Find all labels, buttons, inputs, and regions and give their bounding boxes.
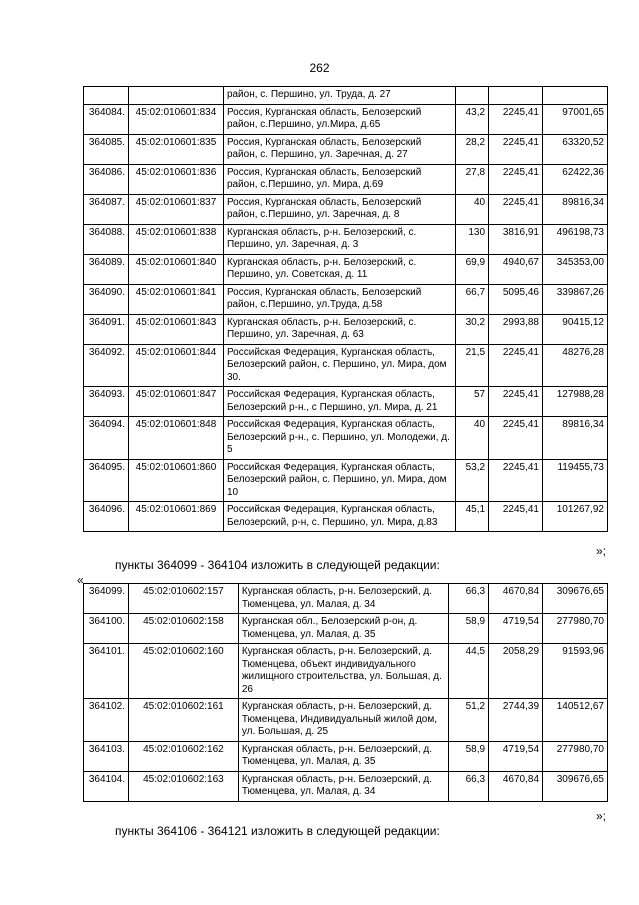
cadastral-number-cell xyxy=(128,87,223,105)
table-row xyxy=(84,741,608,771)
table-row xyxy=(84,344,608,387)
opening-quote-mark: « xyxy=(77,573,84,587)
cadastral-number-cell: 45:02:010602:160 xyxy=(128,644,238,699)
cadastral-number-cell: 45:02:010601:838 xyxy=(128,224,223,254)
cadastral-number-cell: 45:02:010601:843 xyxy=(128,314,223,344)
table-row xyxy=(84,644,608,699)
table-row xyxy=(84,417,608,460)
row-number-cell: 364101. xyxy=(84,644,129,699)
row-number-cell: 364087. xyxy=(84,194,129,224)
cadastral-number-cell: 45:02:010602:161 xyxy=(128,699,238,742)
area-cell: 57 xyxy=(456,387,489,417)
area-cell: 53,2 xyxy=(456,459,489,502)
address-cell: Россия, Курганская область, Белозерский район, с.Першино, ул.Мира, д.65 xyxy=(223,104,455,134)
rate-cell: 2245,41 xyxy=(489,502,543,532)
table-row xyxy=(84,87,608,105)
cadastral-number-cell: 45:02:010602:158 xyxy=(128,614,238,644)
value-cell: 62422,36 xyxy=(543,164,608,194)
row-number-cell: 364095. xyxy=(84,459,129,502)
row-number-cell xyxy=(84,87,129,105)
row-number-cell: 364090. xyxy=(84,284,129,314)
area-cell: 51,2 xyxy=(449,699,489,742)
value-cell: 101267,92 xyxy=(543,502,608,532)
address-cell: Российская Федерация, Курганская область, Белозерский район, с. Першино, ул. Мира, дом 10 xyxy=(223,459,455,502)
value-cell: 496198,73 xyxy=(543,224,608,254)
value-cell: 90415,12 xyxy=(543,314,608,344)
row-number-cell: 364089. xyxy=(84,254,129,284)
closing-quote-mark: »; xyxy=(596,809,607,823)
value-cell: 97001,65 xyxy=(543,104,608,134)
area-cell: 69,9 xyxy=(456,254,489,284)
value-cell: 91593,96 xyxy=(543,644,608,699)
table-row xyxy=(84,164,608,194)
value-cell: 345353,00 xyxy=(543,254,608,284)
cadastral-number-cell: 45:02:010601:841 xyxy=(128,284,223,314)
address-cell: Россия, Курганская область, Белозерский район, с.Першино, ул. Мира, д.69 xyxy=(223,164,455,194)
value-cell: 119455,73 xyxy=(543,459,608,502)
cadastral-number-cell: 45:02:010601:844 xyxy=(128,344,223,387)
cadastral-number-cell: 45:02:010601:847 xyxy=(128,387,223,417)
cadastral-number-cell: 45:02:010602:162 xyxy=(128,741,238,771)
table-row xyxy=(84,314,608,344)
value-cell: 309676,65 xyxy=(543,584,608,614)
rate-cell: 2245,41 xyxy=(489,134,543,164)
table-row xyxy=(84,584,608,614)
area-cell: 40 xyxy=(456,417,489,460)
rate-cell: 2744,39 xyxy=(489,699,543,742)
table-row xyxy=(84,387,608,417)
rate-cell: 2245,41 xyxy=(489,387,543,417)
area-cell: 40 xyxy=(456,194,489,224)
rate-cell: 2245,41 xyxy=(489,104,543,134)
address-cell: Курганская область, р-н. Белозерский, д. Тюменцева, ул. Малая, д. 34 xyxy=(238,584,448,614)
address-cell: Российская Федерация, Курганская область, Белозерский р-н., с Першино, ул. Мира, д. 21 xyxy=(223,387,455,417)
row-number-cell: 364093. xyxy=(84,387,129,417)
address-cell: Российская Федерация, Курганская область, Белозерский р-н., с. Першино, ул. Молодежи, д. 5 xyxy=(223,417,455,460)
rate-cell: 2245,41 xyxy=(489,417,543,460)
cadastral-number-cell: 45:02:010601:837 xyxy=(128,194,223,224)
value-cell: 48276,28 xyxy=(543,344,608,387)
value-cell xyxy=(543,87,608,105)
value-cell: 89816,34 xyxy=(543,417,608,460)
area-cell: 130 xyxy=(456,224,489,254)
instruction-text: пункты 364106 - 364121 изложить в следующей редакции: xyxy=(115,824,440,838)
cadastral-number-cell: 45:02:010601:835 xyxy=(128,134,223,164)
area-cell: 30,2 xyxy=(456,314,489,344)
row-number-cell: 364084. xyxy=(84,104,129,134)
row-number-cell: 364100. xyxy=(84,614,129,644)
row-number-cell: 364086. xyxy=(84,164,129,194)
area-cell: 66,7 xyxy=(456,284,489,314)
area-cell: 45,1 xyxy=(456,502,489,532)
area-cell: 66,3 xyxy=(449,771,489,801)
row-number-cell: 364085. xyxy=(84,134,129,164)
address-cell: Российская Федерация, Курганская область, Белозерский район, с. Першино, ул. Мира, дом 30. xyxy=(223,344,455,387)
area-cell: 58,9 xyxy=(449,614,489,644)
row-number-cell: 364103. xyxy=(84,741,129,771)
area-cell: 27,8 xyxy=(456,164,489,194)
table-row xyxy=(84,284,608,314)
address-cell: Российская Федерация, Курганская область, Белозерский, р-н, с. Першино, ул. Мира, д.83 xyxy=(223,502,455,532)
rate-cell: 2245,41 xyxy=(489,194,543,224)
rate-cell: 4940,67 xyxy=(489,254,543,284)
cadastral-number-cell: 45:02:010601:848 xyxy=(128,417,223,460)
row-number-cell: 364099. xyxy=(84,584,129,614)
rate-cell: 2245,41 xyxy=(489,459,543,502)
value-cell: 140512,67 xyxy=(543,699,608,742)
cadastral-number-cell: 45:02:010602:163 xyxy=(128,771,238,801)
property-table-1 xyxy=(83,86,608,532)
table-row xyxy=(84,224,608,254)
area-cell xyxy=(456,87,489,105)
address-cell: Курганская область, р-н. Белозерский, д. Тюменцева, ул. Малая, д. 34 xyxy=(238,771,448,801)
row-number-cell: 364091. xyxy=(84,314,129,344)
row-number-cell: 364096. xyxy=(84,502,129,532)
value-cell: 277980,70 xyxy=(543,614,608,644)
area-cell: 58,9 xyxy=(449,741,489,771)
area-cell: 66,3 xyxy=(449,584,489,614)
address-cell: Курганская область, р-н. Белозерский, д. Тюменцева, объект индивидуального жилищного строительства, ул. Большая, д. 26 xyxy=(238,644,448,699)
address-cell: Россия, Курганская область, Белозерский район, с.Першино, ул. Заречная, д. 8 xyxy=(223,194,455,224)
cadastral-number-cell: 45:02:010601:836 xyxy=(128,164,223,194)
rate-cell: 4719,54 xyxy=(489,741,543,771)
row-number-cell: 364094. xyxy=(84,417,129,460)
value-cell: 63320,52 xyxy=(543,134,608,164)
instruction-text: пункты 364099 - 364104 изложить в следующей редакции: xyxy=(115,558,440,572)
cadastral-number-cell: 45:02:010602:157 xyxy=(128,584,238,614)
table-row xyxy=(84,134,608,164)
address-cell: Курганская область, р-н. Белозерский, с. Першино, ул. Советская, д. 11 xyxy=(223,254,455,284)
cadastral-number-cell: 45:02:010601:834 xyxy=(128,104,223,134)
closing-quote-mark: »; xyxy=(596,544,607,558)
address-cell: Курганская область, р-н. Белозерский, д. Тюменцева, ул. Малая, д. 35 xyxy=(238,741,448,771)
area-cell: 28,2 xyxy=(456,134,489,164)
value-cell: 89816,34 xyxy=(543,194,608,224)
area-cell: 44,5 xyxy=(449,644,489,699)
rate-cell: 2245,41 xyxy=(489,164,543,194)
rate-cell: 5095,46 xyxy=(489,284,543,314)
row-number-cell: 364088. xyxy=(84,224,129,254)
rate-cell: 2058,29 xyxy=(489,644,543,699)
area-cell: 21,5 xyxy=(456,344,489,387)
table-row xyxy=(84,502,608,532)
address-cell: Курганская обл., Белозерский р-он, д. Тюменцева, ул. Малая, д. 35 xyxy=(238,614,448,644)
address-cell: Курганская область, р-н. Белозерский, с. Першино, ул. Заречная, д. 63 xyxy=(223,314,455,344)
address-cell: район, с. Першино, ул. Труда, д. 27 xyxy=(223,87,455,105)
value-cell: 309676,65 xyxy=(543,771,608,801)
table-row xyxy=(84,254,608,284)
property-table-2 xyxy=(83,583,608,802)
table-row xyxy=(84,194,608,224)
row-number-cell: 364102. xyxy=(84,699,129,742)
cadastral-number-cell: 45:02:010601:869 xyxy=(128,502,223,532)
row-number-cell: 364092. xyxy=(84,344,129,387)
address-cell: Россия, Курганская область, Белозерский район, с. Першино, ул. Заречная, д. 27 xyxy=(223,134,455,164)
rate-cell: 2245,41 xyxy=(489,344,543,387)
table-row xyxy=(84,771,608,801)
page-number: 262 xyxy=(309,61,330,75)
table-row xyxy=(84,459,608,502)
rate-cell: 2993,88 xyxy=(489,314,543,344)
value-cell: 127988,28 xyxy=(543,387,608,417)
row-number-cell: 364104. xyxy=(84,771,129,801)
value-cell: 277980,70 xyxy=(543,741,608,771)
address-cell: Курганская область, р-н. Белозерский, д. Тюменцева, Индивидуальный жилой дом, ул. Большая, д. 25 xyxy=(238,699,448,742)
rate-cell xyxy=(489,87,543,105)
area-cell: 43,2 xyxy=(456,104,489,134)
cadastral-number-cell: 45:02:010601:860 xyxy=(128,459,223,502)
rate-cell: 3816,91 xyxy=(489,224,543,254)
table-row xyxy=(84,699,608,742)
rate-cell: 4670,84 xyxy=(489,584,543,614)
value-cell: 339867,26 xyxy=(543,284,608,314)
rate-cell: 4670,84 xyxy=(489,771,543,801)
rate-cell: 4719,54 xyxy=(489,614,543,644)
cadastral-number-cell: 45:02:010601:840 xyxy=(128,254,223,284)
table-row xyxy=(84,104,608,134)
address-cell: Россия, Курганская область, Белозерский район, с.Першино, ул.Труда, д.58 xyxy=(223,284,455,314)
table-row xyxy=(84,614,608,644)
address-cell: Курганская область, р-н. Белозерский, с. Першино, ул. Заречная, д. 3 xyxy=(223,224,455,254)
